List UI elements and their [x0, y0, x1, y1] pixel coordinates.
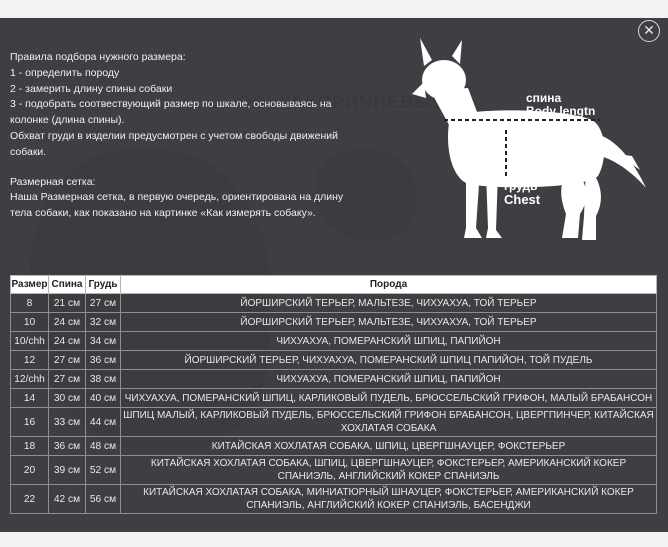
cell-breed: ЧИХУАХУА, ПОМЕРАНСКИЙ ШПИЦ, КАРЛИКОВЫЙ ПУДЕЛЬ, БРЮССЕЛЬСКИЙ ГРИФОН, МАЛЫЙ БРАБАНСОН [121, 389, 657, 408]
dog-silhouette-icon [410, 38, 650, 268]
cell-chest: 44 см [86, 408, 121, 437]
instruction-line: 2 - замерить длину спины собаки [10, 82, 173, 95]
cell-size: 12 [11, 351, 49, 370]
instruction-line: 3 - подобрать соотвествующий размер по шкале, основываясь на колонке (длина спины). [10, 98, 332, 127]
instruction-line: Обхват груди в изделии предусмотрен с учетом свободы движений собаки. [10, 129, 339, 158]
cell-breed: КИТАЙСКАЯ ХОХЛАТАЯ СОБАКА, МИНИАТЮРНЫЙ ШНАУЦЕР, ФОКСТЕРЬЕР, АМЕРИКАНСКИЙ КОКЕР СПАНИЭЛЬ, АНГЛИЙСКИЙ КОКЕР СПАНИЭЛЬ, БАСЕНДЖИ [121, 485, 657, 514]
cell-chest: 52 см [86, 456, 121, 485]
cell-breed: ЙОРШИРСКИЙ ТЕРЬЕР, ЧИХУАХУА, ПОМЕРАНСКИЙ ШПИЦ ПАПИЙОН, ТОЙ ПУДЕЛЬ [121, 351, 657, 370]
chest-label [504, 180, 540, 206]
cell-back: 36 см [49, 437, 86, 456]
cell-back: 24 см [49, 332, 86, 351]
cell-back: 21 см [49, 294, 86, 313]
cell-size: 12/chh [11, 370, 49, 389]
table-row [11, 332, 657, 351]
cell-back: 33 см [49, 408, 86, 437]
cell-back: 39 см [49, 456, 86, 485]
cell-breed: КИТАЙСКАЯ ХОХЛАТАЯ СОБАКА, ШПИЦ, ЦВЕРГШНАУЦЕР, ФОКСТЕРЬЕР, АМЕРИКАНСКИЙ КОКЕР СПАНИЭЛЬ, АНГЛИЙСКИЙ КОКЕР СПАНИЭЛЬ [121, 456, 657, 485]
cell-breed: ЙОРШИРСКИЙ ТЕРЬЕР, МАЛЬТЕЗЕ, ЧИХУАХУА, ТОЙ ТЕРЬЕР [121, 294, 657, 313]
table-header-row [11, 276, 657, 294]
cell-back: 24 см [49, 313, 86, 332]
cell-breed: ЙОРШИРСКИЙ ТЕРЬЕР, МАЛЬТЕЗЕ, ЧИХУАХУА, ТОЙ ТЕРЬЕР [121, 313, 657, 332]
cell-breed: КИТАЙСКАЯ ХОХЛАТАЯ СОБАКА, ШПИЦ, ЦВЕРГШНАУЦЕР, ФОКСТЕРЬЕР [121, 437, 657, 456]
chest-label-ru: грудь [504, 179, 538, 193]
table-row [11, 313, 657, 332]
grid-note-title: Размерная сетка: [10, 175, 96, 188]
cell-back: 27 см [49, 351, 86, 370]
size-instructions [10, 50, 350, 222]
back-label-ru: спина [526, 91, 562, 105]
close-icon: ✕ [643, 22, 655, 38]
header-size: Размер [11, 276, 49, 294]
cell-chest: 32 см [86, 313, 121, 332]
cell-breed: ЧИХУАХУА, ПОМЕРАНСКИЙ ШПИЦ, ПАПИЙОН [121, 332, 657, 351]
table-row [11, 370, 657, 389]
cell-chest: 56 см [86, 485, 121, 514]
table-row [11, 408, 657, 437]
cell-chest: 27 см [86, 294, 121, 313]
back-length-label [526, 92, 595, 118]
cell-size: 10/chh [11, 332, 49, 351]
table-row [11, 437, 657, 456]
cell-back: 42 см [49, 485, 86, 514]
chest-label-en: Chest [504, 192, 541, 207]
instruction-line: 1 - определить породу [10, 66, 120, 79]
cell-size: 14 [11, 389, 49, 408]
header-breed: Порода [121, 276, 657, 294]
table-row [11, 456, 657, 485]
header-chest: Грудь [86, 276, 121, 294]
table-row [11, 389, 657, 408]
cell-size: 10 [11, 313, 49, 332]
cell-chest: 34 см [86, 332, 121, 351]
cell-breed: ШПИЦ МАЛЫЙ, КАРЛИКОВЫЙ ПУДЕЛЬ, БРЮССЕЛЬСКИЙ ГРИФОН БРАБАНСОН, ЦВЕРГПИНЧЕР, КИТАЙСКАЯ ХОХЛАТАЯ СОБАКА [121, 408, 657, 437]
cell-chest: 36 см [86, 351, 121, 370]
cell-back: 30 см [49, 389, 86, 408]
table-row [11, 294, 657, 313]
cell-size: 16 [11, 408, 49, 437]
instruction-line: Правила подбора нужного размера: [10, 51, 186, 63]
table-row [11, 485, 657, 514]
cell-chest: 40 см [86, 389, 121, 408]
cell-back: 27 см [49, 370, 86, 389]
cell-breed: ЧИХУАХУА, ПОМЕРАНСКИЙ ШПИЦ, ПАПИЙОН [121, 370, 657, 389]
cell-size: 22 [11, 485, 49, 514]
cell-size: 8 [11, 294, 49, 313]
table-row [11, 351, 657, 370]
cell-size: 20 [11, 456, 49, 485]
dog-measurement-figure [410, 38, 650, 268]
cell-size: 18 [11, 437, 49, 456]
header-back: Спина [49, 276, 86, 294]
cell-chest: 48 см [86, 437, 121, 456]
back-label-en: Body lengtn [526, 104, 596, 118]
cell-chest: 38 см [86, 370, 121, 389]
grid-note-text: Наша Размерная сетка, в первую очередь, ориентирована на длину тела собаки, как показано на картинке «Как измерять собаку». [10, 191, 344, 220]
size-table [10, 275, 657, 514]
